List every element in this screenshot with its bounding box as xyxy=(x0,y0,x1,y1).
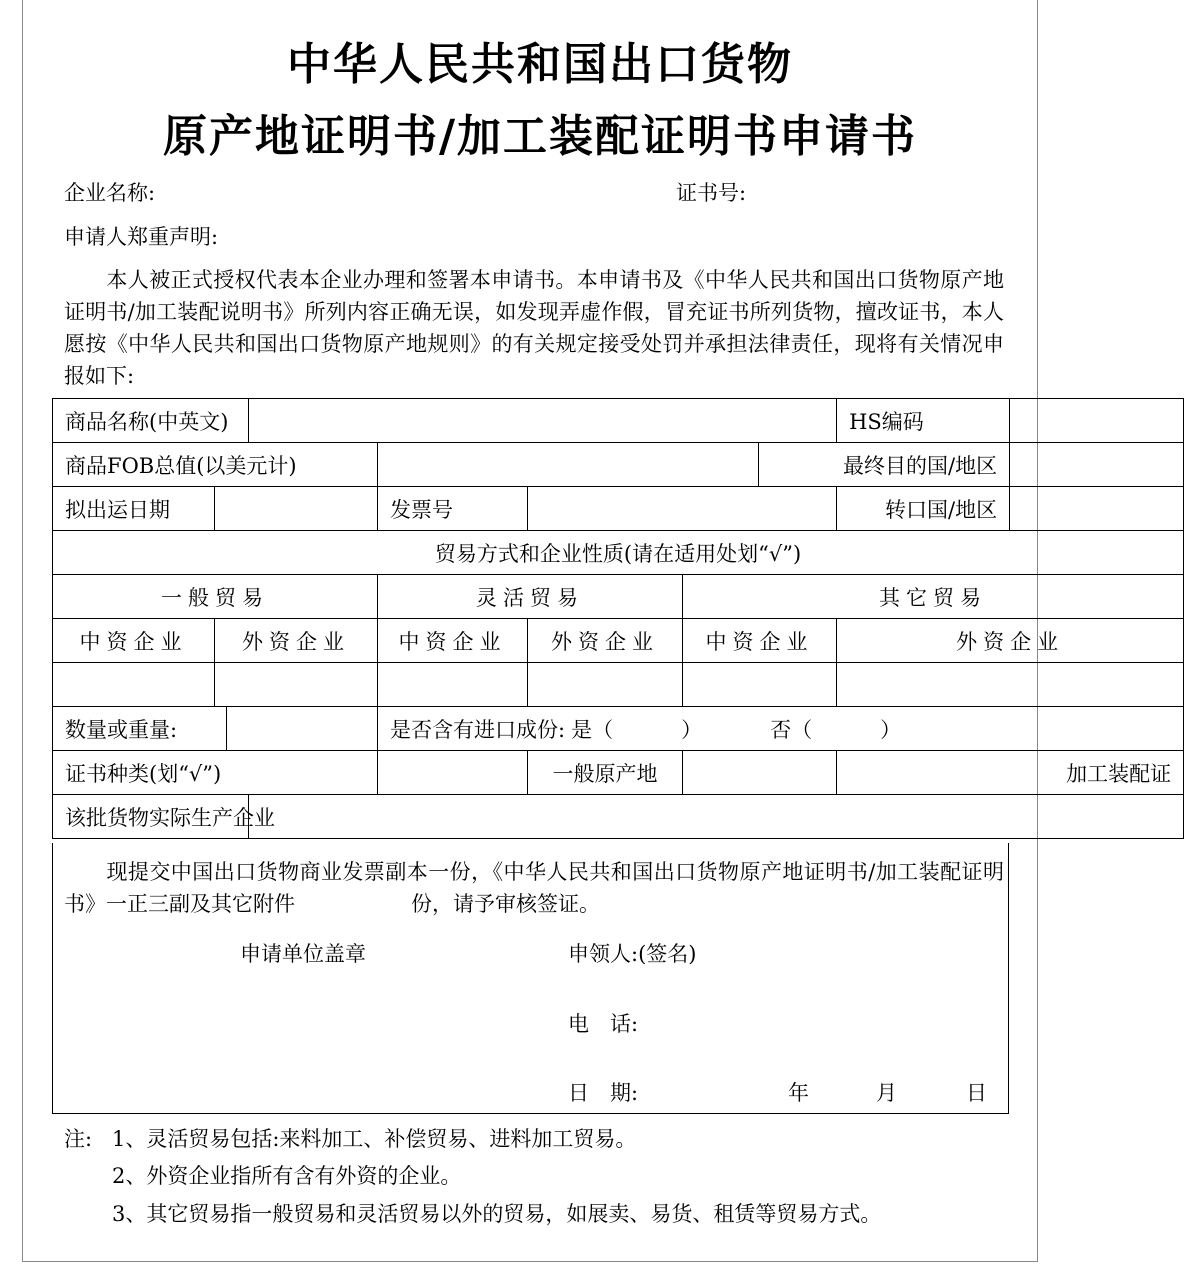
cert-type-label: 证书种类(划“√”) xyxy=(53,751,378,795)
enterprise-foreign-1: 外资企业 xyxy=(215,619,378,663)
cert-type-check-processing[interactable] xyxy=(683,751,837,795)
date-label: 日 期: xyxy=(568,1081,639,1105)
destination-field[interactable] xyxy=(1010,443,1184,487)
manufacturer-field[interactable] xyxy=(249,795,1184,839)
note-1: 1、灵活贸易包括:来料加工、补偿贸易、进料加工贸易。 xyxy=(112,1127,637,1151)
row-goods-name xyxy=(53,399,1184,443)
year-label: 年 xyxy=(788,1081,809,1105)
check-cell-5[interactable] xyxy=(683,663,837,707)
import-no-label: 否（ xyxy=(770,717,813,742)
declaration-text xyxy=(64,264,1004,392)
invoice-no-label: 发票号 xyxy=(378,487,528,531)
import-yes-label: 是（ xyxy=(571,717,614,742)
enterprise-chinese-2: 中资企业 xyxy=(378,619,528,663)
import-yes-close: ） xyxy=(681,717,703,742)
transit-field[interactable] xyxy=(1010,487,1184,531)
fob-value-label: 商品FOB总值(以美元计) xyxy=(53,443,378,487)
check-cell-4[interactable] xyxy=(528,663,683,707)
company-name-label: 企业名称: xyxy=(64,181,156,205)
row-manufacturer xyxy=(53,795,1184,839)
cert-no-label: 证书号: xyxy=(676,181,747,205)
row-ship-date xyxy=(53,487,1184,531)
row-enterprise-types xyxy=(53,619,1184,663)
row-cert-type xyxy=(53,751,1184,795)
quantity-field[interactable] xyxy=(227,707,378,751)
applicant-label: 申领人:(签名) xyxy=(568,942,697,966)
enterprise-foreign-2: 外资企业 xyxy=(528,619,683,663)
check-cell-2[interactable] xyxy=(215,663,378,707)
goods-name-field[interactable] xyxy=(249,399,837,443)
enterprise-chinese-1: 中资企业 xyxy=(53,619,215,663)
general-origin-label: 一般原产地 xyxy=(528,751,683,795)
phone-label: 电 话: xyxy=(568,1012,639,1036)
submission-text xyxy=(64,856,1004,920)
import-no-close: ） xyxy=(880,717,902,742)
quantity-label: 数量或重量: xyxy=(53,707,227,751)
check-cell-3[interactable] xyxy=(378,663,528,707)
hs-code-field[interactable] xyxy=(1010,399,1184,443)
hs-code-label: HS编码 xyxy=(837,399,1010,443)
trade-header: 贸易方式和企业性质(请在适用处划“√”) xyxy=(53,531,1184,575)
declaration-heading: 申请人郑重声明: xyxy=(64,225,219,249)
notes-prefix: 注: xyxy=(64,1127,93,1151)
day-label: 日 xyxy=(966,1081,987,1105)
seal-label: 申请单位盖章 xyxy=(240,942,366,966)
trade-type-general: 一般贸易 xyxy=(53,575,378,619)
application-form-table xyxy=(52,398,1184,839)
cert-type-check-general[interactable] xyxy=(378,751,528,795)
row-trade-header xyxy=(53,531,1184,575)
declaration-body: 本人被正式授权代表本企业办理和签署本申请书。本申请书及《中华人民共和国出口货物原产地证明书/加工装配说明书》所列内容正确无误，如发现弄虚作假，冒充证书所列货物，擅改证书，本人愿按《中华人民共和国出口货物原产地规则》的有关规定接受处罚并承担法律责任，现将有关情况申报如下: xyxy=(64,268,1004,388)
ship-date-field[interactable] xyxy=(215,487,378,531)
row-trade-types xyxy=(53,575,1184,619)
row-enterprise-checks xyxy=(53,663,1184,707)
title-line-2: 原产地证明书/加工装配证明书申请书 xyxy=(162,111,918,162)
check-cell-1[interactable] xyxy=(53,663,215,707)
title-line-1: 中华人民共和国出口货物 xyxy=(287,39,793,90)
row-quantity xyxy=(53,707,1184,751)
processing-cert-label: 加工装配证 xyxy=(837,751,1184,795)
goods-name-label: 商品名称(中英文) xyxy=(53,399,249,443)
import-content-label: 是否含有进口成份: xyxy=(390,717,566,742)
submission-line-2: 份，请予审核签证。 xyxy=(411,892,600,916)
transit-label: 转口国/地区 xyxy=(837,487,1010,531)
month-label: 月 xyxy=(876,1081,897,1105)
submission-line-1: 现提交中国出口货物商业发票副本一份，《中华人民共和国出口货物原产地证明书/加工装配证明书》一正三副及其它附件 xyxy=(64,860,1004,916)
destination-label: 最终目的国/地区 xyxy=(759,443,1010,487)
invoice-no-field[interactable] xyxy=(528,487,837,531)
enterprise-foreign-3: 外资企业 xyxy=(837,619,1184,663)
ship-date-label: 拟出运日期 xyxy=(53,487,215,531)
row-fob-value xyxy=(53,443,1184,487)
check-cell-6[interactable] xyxy=(837,663,1184,707)
import-content-cell xyxy=(378,707,1184,751)
enterprise-chinese-3: 中资企业 xyxy=(683,619,837,663)
note-2: 2、外资企业指所有含有外资的企业。 xyxy=(112,1164,462,1188)
trade-type-flexible: 灵活贸易 xyxy=(378,575,683,619)
manufacturer-label: 该批货物实际生产企业 xyxy=(53,795,249,839)
note-3: 3、其它贸易指一般贸易和灵活贸易以外的贸易，如展卖、易货、租赁等贸易方式。 xyxy=(112,1202,882,1226)
trade-type-other: 其它贸易 xyxy=(683,575,1184,619)
fob-value-field[interactable] xyxy=(378,443,759,487)
